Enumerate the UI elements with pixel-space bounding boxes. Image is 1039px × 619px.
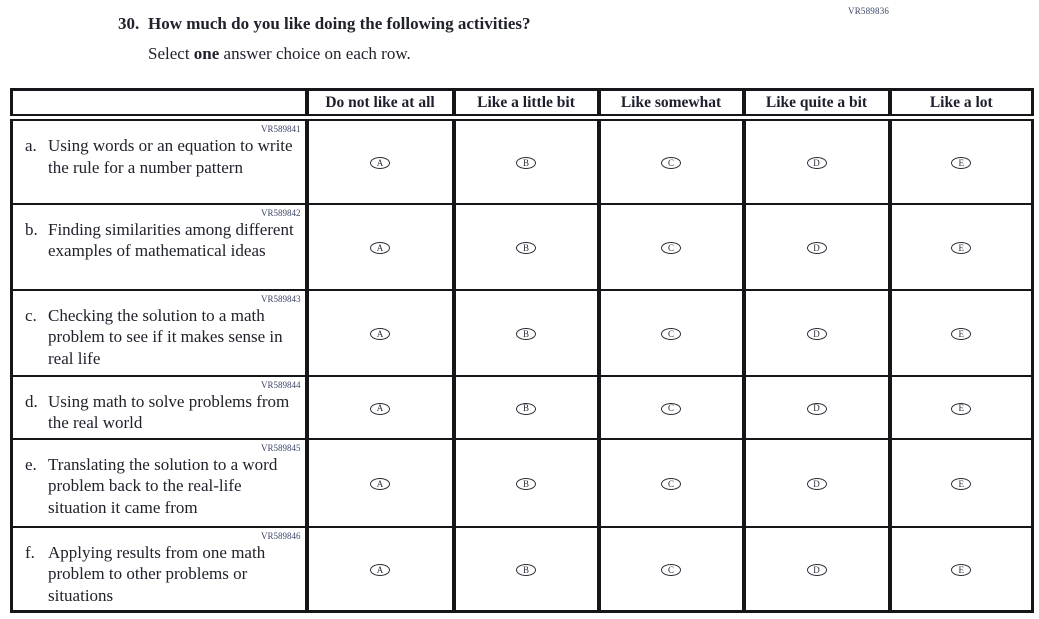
answer-bubble-b[interactable]: B [516,403,536,415]
answer-bubble-d[interactable]: D [807,242,827,254]
option-cell [890,118,1033,204]
column-header-a-lot: Like a lot [890,90,1033,118]
option-cell [744,439,890,527]
row-label: c. [25,305,37,325]
option-cell [890,527,1033,612]
row-text: Finding similarities among different examples of mathematical ideas [48,219,294,260]
answer-bubble-e[interactable]: E [951,564,971,576]
option-cell [307,290,454,376]
column-header-do-not-like: Do not like at all [307,90,454,118]
row-text: Using words or an equation to write the rule for a number pattern [48,136,293,177]
instruction-prefix: Select [148,44,194,63]
option-cell [744,290,890,376]
answer-bubble-e[interactable]: E [951,157,971,169]
option-cell [599,439,744,527]
instruction-bold-word: one [193,44,220,63]
option-cell [744,527,890,612]
option-cell [744,118,890,204]
option-cell [744,376,890,439]
answer-bubble-a[interactable]: A [370,564,390,576]
option-cell [599,527,744,612]
table-row-e [12,439,1033,527]
row-text: Translating the solution to a word problem back to the real-life situation it came from [48,454,278,517]
option-cell [454,439,599,527]
answer-bubble-a[interactable]: A [370,328,390,340]
table-row-b [12,204,1033,290]
answer-bubble-d[interactable]: D [807,328,827,340]
answer-bubble-d[interactable]: D [807,478,827,490]
row-vr-code: VR589842 [260,207,301,218]
answer-bubble-b[interactable]: B [516,328,536,340]
answer-bubble-d[interactable]: D [807,157,827,169]
option-cell [454,290,599,376]
option-cell [890,376,1033,439]
option-cell [599,376,744,439]
row-question-cell [12,376,307,439]
form-vr-code: VR589836 [848,6,890,16]
option-cell [890,439,1033,527]
row-vr-code: VR589846 [260,530,301,541]
table-row-c [12,290,1033,376]
row-question-cell [12,527,307,612]
option-cell [307,204,454,290]
option-cell [454,527,599,612]
question-text: How much do you like doing the following activities? [148,14,531,33]
option-cell [307,527,454,612]
option-cell [454,118,599,204]
row-vr-code: VR589845 [260,442,301,453]
option-cell [599,118,744,204]
answer-bubble-e[interactable]: E [951,478,971,490]
question-number: 30. [118,14,140,33]
table-row-f [12,527,1033,612]
option-cell [599,204,744,290]
answer-bubble-b[interactable]: B [516,157,536,169]
row-label: a. [25,136,37,155]
answer-bubble-c[interactable]: C [661,328,681,340]
answer-bubble-a[interactable]: A [370,157,390,169]
row-label: f. [25,542,35,562]
answer-bubble-e[interactable]: E [951,403,971,415]
answer-bubble-c[interactable]: C [661,564,681,576]
answer-bubble-d[interactable]: D [807,403,827,415]
table-row-a [12,118,1033,204]
row-text: Checking the solution to a math problem to see if it makes sense in real life [48,305,283,368]
row-question-cell [12,290,307,376]
option-cell [454,376,599,439]
answer-bubble-a[interactable]: A [370,242,390,254]
column-header-little-bit: Like a little bit [454,90,599,118]
row-label: d. [25,391,38,411]
option-cell [307,118,454,204]
header-row [12,90,1033,118]
row-question-cell [12,204,307,290]
option-cell [454,204,599,290]
answer-bubble-d[interactable]: D [807,564,827,576]
row-label: b. [25,219,38,239]
option-cell [307,376,454,439]
row-text: Using math to solve problems from the real world [48,391,290,432]
answer-bubble-b[interactable]: B [516,478,536,490]
row-question-cell [12,439,307,527]
answer-bubble-c[interactable]: C [661,157,681,169]
row-vr-code: VR589843 [260,293,301,304]
header-empty-cell [12,90,307,118]
column-header-quite-a-bit: Like quite a bit [744,90,890,118]
row-label: e. [25,454,37,474]
answer-bubble-b[interactable]: B [516,564,536,576]
table-row-d [12,376,1033,439]
option-cell [599,290,744,376]
option-cell [744,204,890,290]
instruction-suffix: answer choice on each row. [219,44,411,63]
question-instruction [148,43,531,64]
question-block [118,13,531,64]
row-vr-code: VR589841 [260,124,301,134]
response-table [10,88,1034,613]
answer-bubble-c[interactable]: C [661,478,681,490]
option-cell [890,204,1033,290]
answer-bubble-c[interactable]: C [661,403,681,415]
answer-bubble-a[interactable]: A [370,403,390,415]
row-vr-code: VR589844 [260,379,301,390]
answer-bubble-e[interactable]: E [951,242,971,254]
row-text: Applying results from one math problem to other problems or situations [48,542,266,605]
row-question-cell [12,118,307,204]
answer-bubble-a[interactable]: A [370,478,390,490]
answer-bubble-e[interactable]: E [951,328,971,340]
answer-bubble-b[interactable]: B [516,242,536,254]
column-header-somewhat: Like somewhat [599,90,744,118]
option-cell [890,290,1033,376]
option-cell [307,439,454,527]
answer-bubble-c[interactable]: C [661,242,681,254]
